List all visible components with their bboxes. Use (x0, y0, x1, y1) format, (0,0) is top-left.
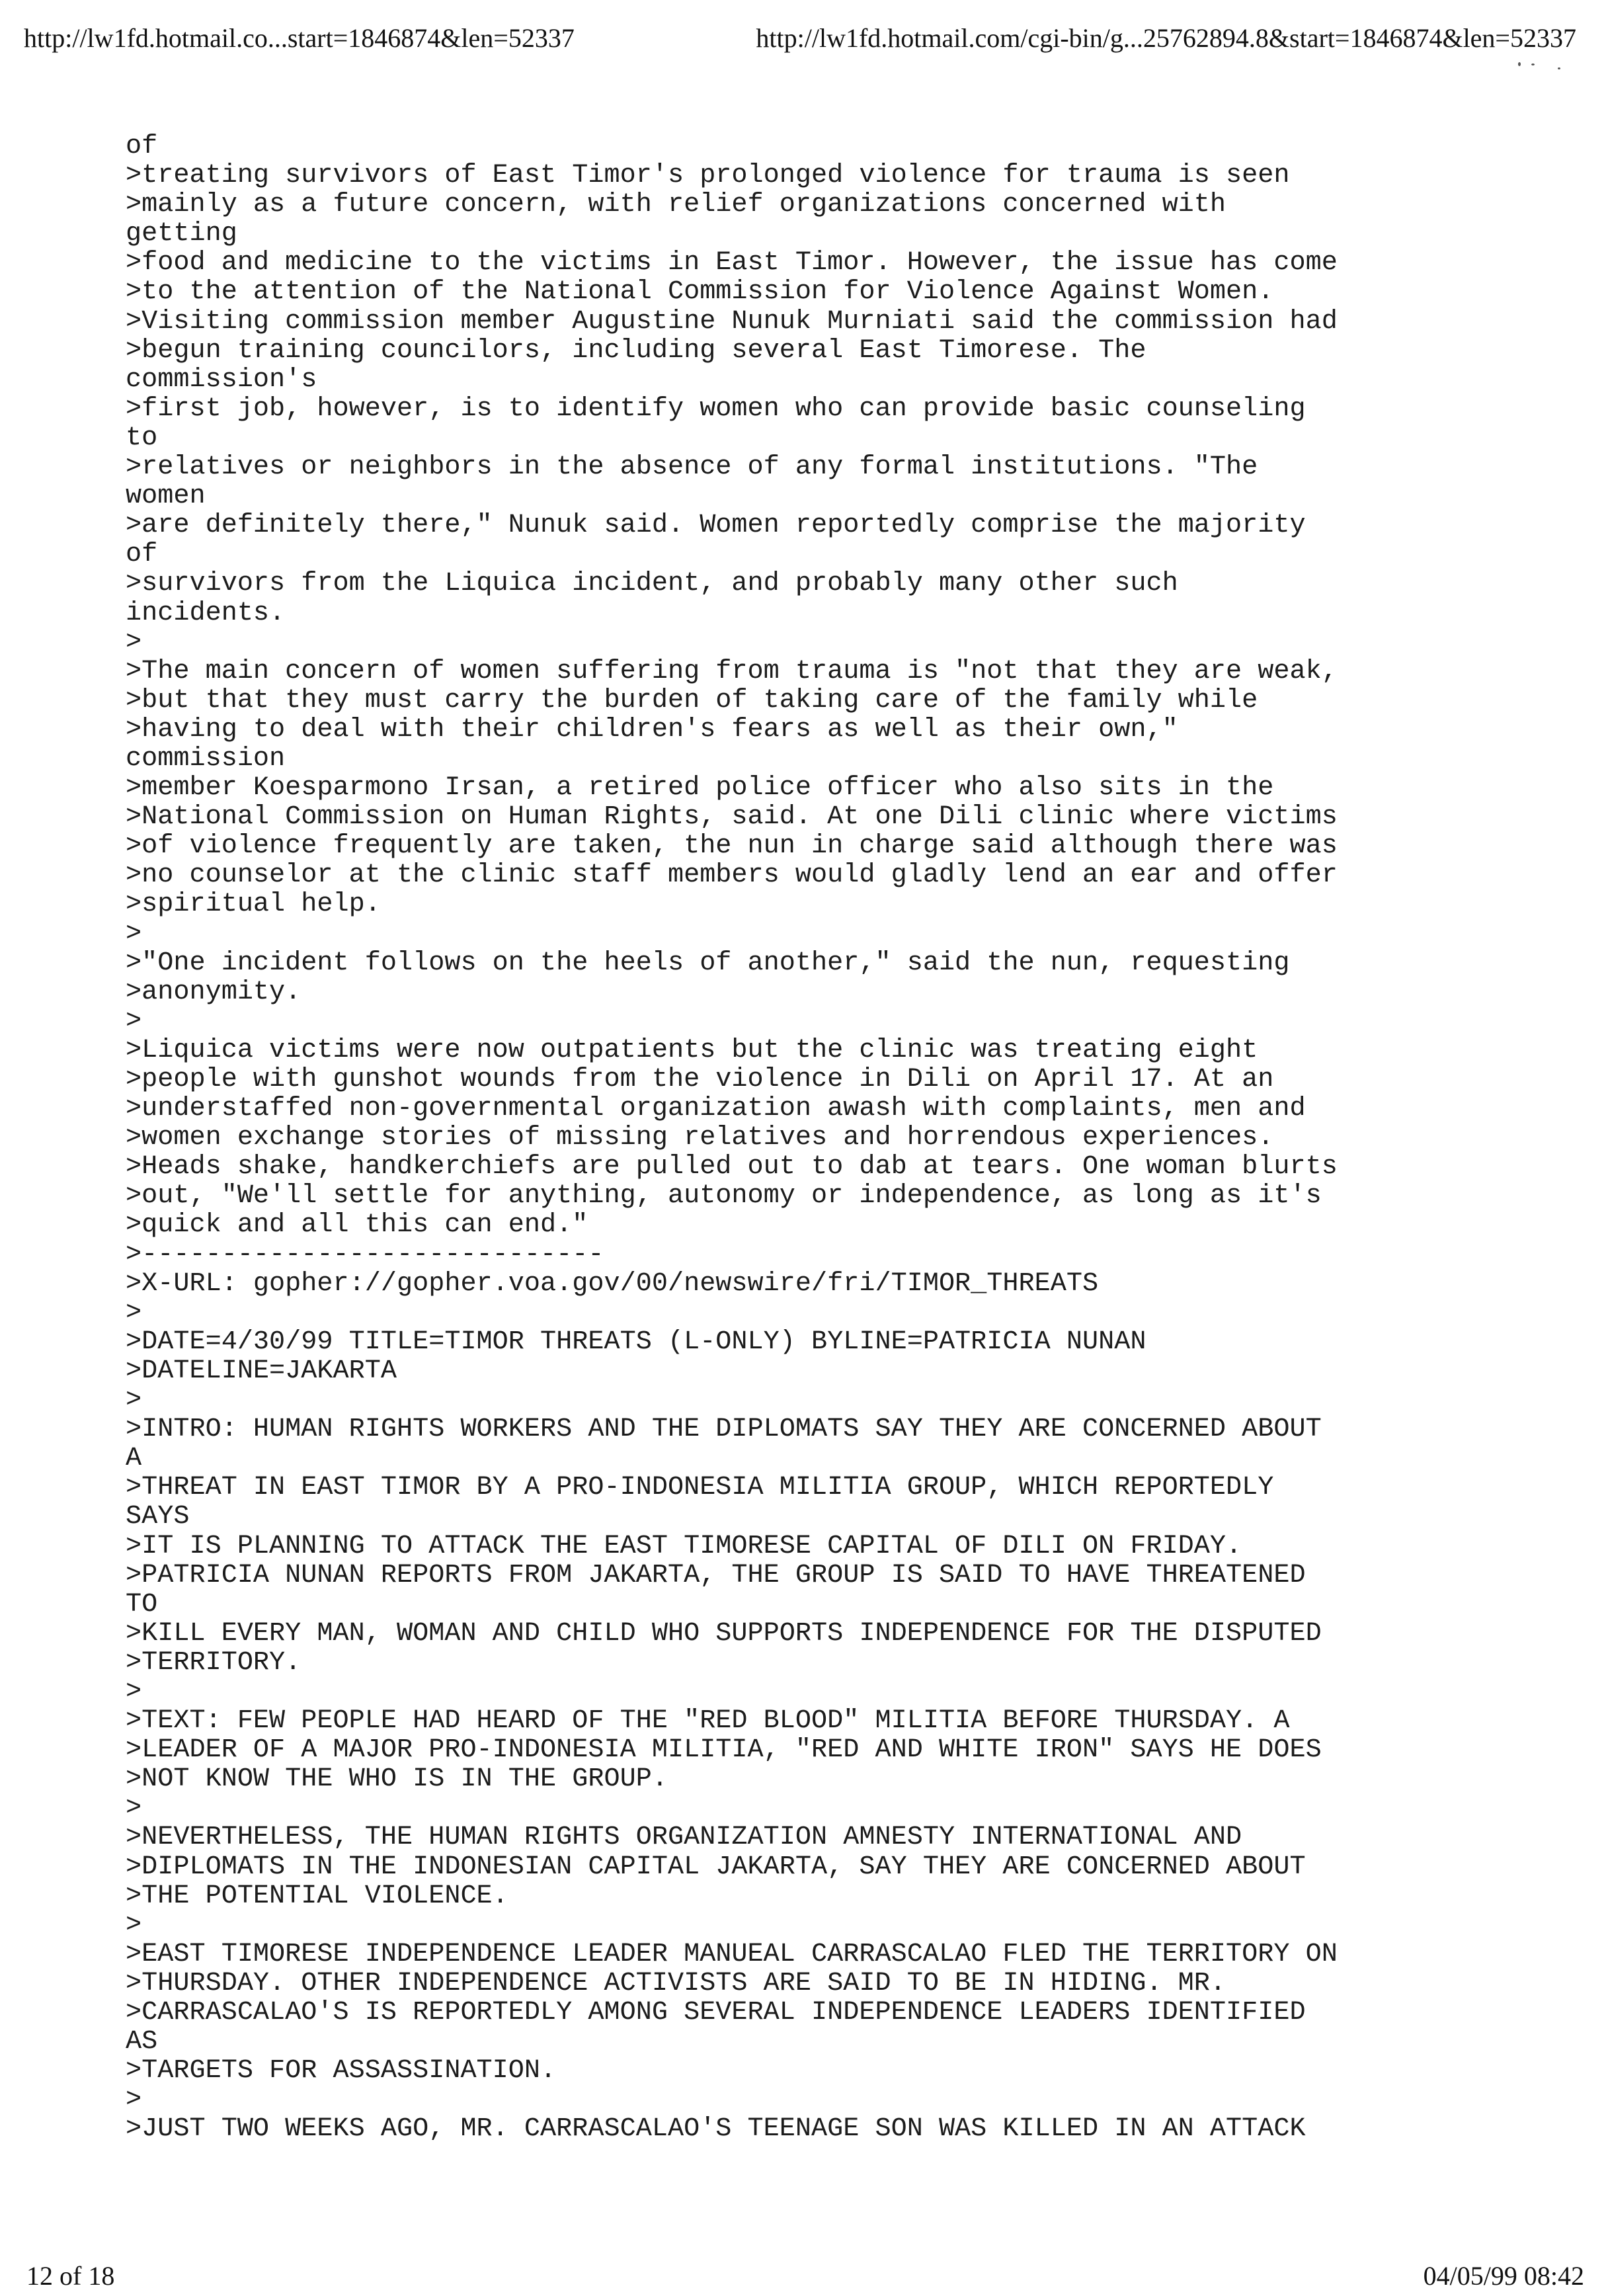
text-line: of (126, 132, 158, 161)
text-line: SAYS (126, 1502, 190, 1532)
text-line: > (126, 1385, 142, 1416)
text-line: >begun training councilors, including several East Timorese. The (126, 335, 1146, 366)
text-line: >first job, however, is to identify women who can provide basic counseling (126, 393, 1306, 424)
text-line: >survivors from the Liquica incident, and probably many other such (126, 569, 1178, 599)
text-line: >IT IS PLANNING TO ATTACK THE EAST TIMORESE CAPITAL OF DILI ON FRIDAY. (126, 1531, 1242, 1561)
text-line: >INTRO: HUMAN RIGHTS WORKERS AND THE DIPLOMATS SAY THEY ARE CONCERNED ABOUT (126, 1414, 1322, 1445)
text-line: >----------------------------- (126, 1239, 604, 1270)
text-line: getting (126, 219, 237, 249)
text-line: >mainly as a future concern, with relief organizations concerned with (126, 190, 1226, 220)
text-line: > (126, 1006, 142, 1036)
text-line: > (126, 1910, 142, 1940)
text-line: >quick and all this can end." (126, 1210, 588, 1241)
text-line: >DIPLOMATS IN THE INDONESIAN CAPITAL JAKARTA, SAY THEY ARE CONCERNED ABOUT (126, 1852, 1306, 1882)
text-line: TO (126, 1589, 158, 1620)
text-line: >out, "We'll settle for anything, autonomy or independence, as long as it's (126, 1181, 1322, 1211)
text-line: >THURSDAY. OTHER INDEPENDENCE ACTIVISTS ARE SAID TO BE IN HIDING. MR. (126, 1968, 1226, 1998)
text-line: > (126, 627, 142, 657)
text-line: > (126, 919, 142, 949)
text-line: >KILL EVERY MAN, WOMAN AND CHILD WHO SUPPORTS INDEPENDENCE FOR THE DISPUTED (126, 1618, 1322, 1649)
text-line: >PATRICIA NUNAN REPORTS FROM JAKARTA, THE GROUP IS SAID TO HAVE THREATENED (126, 1560, 1306, 1590)
text-line: >NEVERTHELESS, THE HUMAN RIGHTS ORGANIZATION AMNESTY INTERNATIONAL AND (126, 1823, 1242, 1853)
text-line: >DATE=4/30/99 TITLE=TIMOR THREATS (L-ONLY) BYLINE=PATRICIA NUNAN (126, 1327, 1146, 1357)
text-line: >The main concern of women suffering from trauma is "not that they are weak, (126, 656, 1338, 686)
text-line: >EAST TIMORESE INDEPENDENCE LEADER MANUEAL CARRASCALAO FLED THE TERRITORY ON (126, 1939, 1338, 1969)
text-line: > (126, 1793, 142, 1824)
text-line: >people with gunshot wounds from the violence in Dili on April 17. At an (126, 1065, 1274, 1094)
text-line: >CARRASCALAO'S IS REPORTEDLY AMONG SEVERAL INDEPENDENCE LEADERS IDENTIFIED (126, 1998, 1306, 2028)
scan-speck (1518, 62, 1521, 66)
text-line: >anonymity. (126, 977, 302, 1007)
print-timestamp: 04/05/99 08:42 (1423, 2261, 1584, 2291)
text-line: >to the attention of the National Commission for Violence Against Women. (126, 277, 1274, 308)
text-line: >Liquica victims were now outpatients but the clinic was treating eight (126, 1035, 1258, 1065)
text-line: > (126, 1297, 142, 1328)
text-line: >X-URL: gopher://gopher.voa.gov/00/newswire/fri/TIMOR_THREATS (126, 1268, 1099, 1299)
text-line: A (126, 1444, 142, 1474)
page-indicator: 12 of 18 (26, 2261, 115, 2291)
text-line: >TERRITORY. (126, 1647, 302, 1678)
text-line: >treating survivors of East Timor's prolonged violence for trauma is seen (126, 161, 1290, 191)
text-line: >are definitely there," Nunuk said. Women reportedly comprise the majority (126, 511, 1306, 541)
header-url-right[interactable]: http://lw1fd.hotmail.com/cgi-bin/g...25762894.8&start=1846874&len=52337 (756, 23, 1576, 53)
email-message-body (126, 132, 1580, 2144)
text-line: >relatives or neighbors in the absence of any formal institutions. "The (126, 452, 1258, 483)
text-line: >JUST TWO WEEKS AGO, MR. CARRASCALAO'S TEENAGE SON WAS KILLED IN AN ATTACK (126, 2114, 1306, 2145)
text-line: >no counselor at the clinic staff members would gladly lend an ear and offer (126, 860, 1338, 891)
text-line: >TEXT: FEW PEOPLE HAD HEARD OF THE "RED BLOOD" MILITIA BEFORE THURSDAY. A (126, 1706, 1290, 1737)
text-line: women (126, 481, 206, 512)
text-line: AS (126, 2027, 158, 2057)
text-line: >DATELINE=JAKARTA (126, 1356, 397, 1386)
text-line: of (126, 540, 158, 570)
text-line: >member Koesparmono Irsan, a retired police officer who also sits in the (126, 773, 1274, 803)
text-line: >of violence frequently are taken, the nun in charge said although there was (126, 831, 1338, 862)
text-line: >food and medicine to the victims in East Timor. However, the issue has come (126, 248, 1338, 278)
text-line: >THE POTENTIAL VIOLENCE. (126, 1881, 508, 1911)
text-line: >spiritual help. (126, 889, 381, 920)
text-line: >NOT KNOW THE WHO IS IN THE GROUP. (126, 1764, 668, 1795)
scan-speck (1531, 63, 1535, 65)
text-line: >TARGETS FOR ASSASSINATION. (126, 2056, 557, 2086)
text-line: >"One incident follows on the heels of another," said the nun, requesting (126, 948, 1290, 978)
text-line: incidents. (126, 598, 286, 628)
text-line: >having to deal with their children's fears as well as their own," (126, 714, 1178, 745)
text-line: >LEADER OF A MAJOR PRO-INDONESIA MILITIA, "RED AND WHITE IRON" SAYS HE DOES (126, 1735, 1322, 1766)
text-line: >THREAT IN EAST TIMOR BY A PRO-INDONESIA MILITIA GROUP, WHICH REPORTEDLY (126, 1473, 1274, 1503)
text-line: commission's (126, 364, 317, 395)
text-line: >Heads shake, handkerchiefs are pulled out to dab at tears. One woman blurts (126, 1152, 1338, 1182)
header-url-left[interactable]: http://lw1fd.hotmail.co...start=1846874&len=52337 (24, 23, 575, 53)
text-line: > (126, 1676, 142, 1707)
text-line: commission (126, 743, 286, 774)
scan-speck (1558, 67, 1560, 69)
text-line: to (126, 423, 158, 453)
text-line: > (126, 2085, 142, 2115)
text-line: >women exchange stories of missing relatives and horrendous experiences. (126, 1123, 1274, 1153)
text-line: >but that they must carry the burden of taking care of the family while (126, 685, 1258, 716)
text-line: >Visiting commission member Augustine Nunuk Murniati said the commission had (126, 306, 1338, 337)
text-line: >National Commission on Human Rights, said. At one Dili clinic where victims (126, 802, 1338, 833)
text-line: >understaffed non-governmental organization awash with complaints, men and (126, 1094, 1306, 1124)
